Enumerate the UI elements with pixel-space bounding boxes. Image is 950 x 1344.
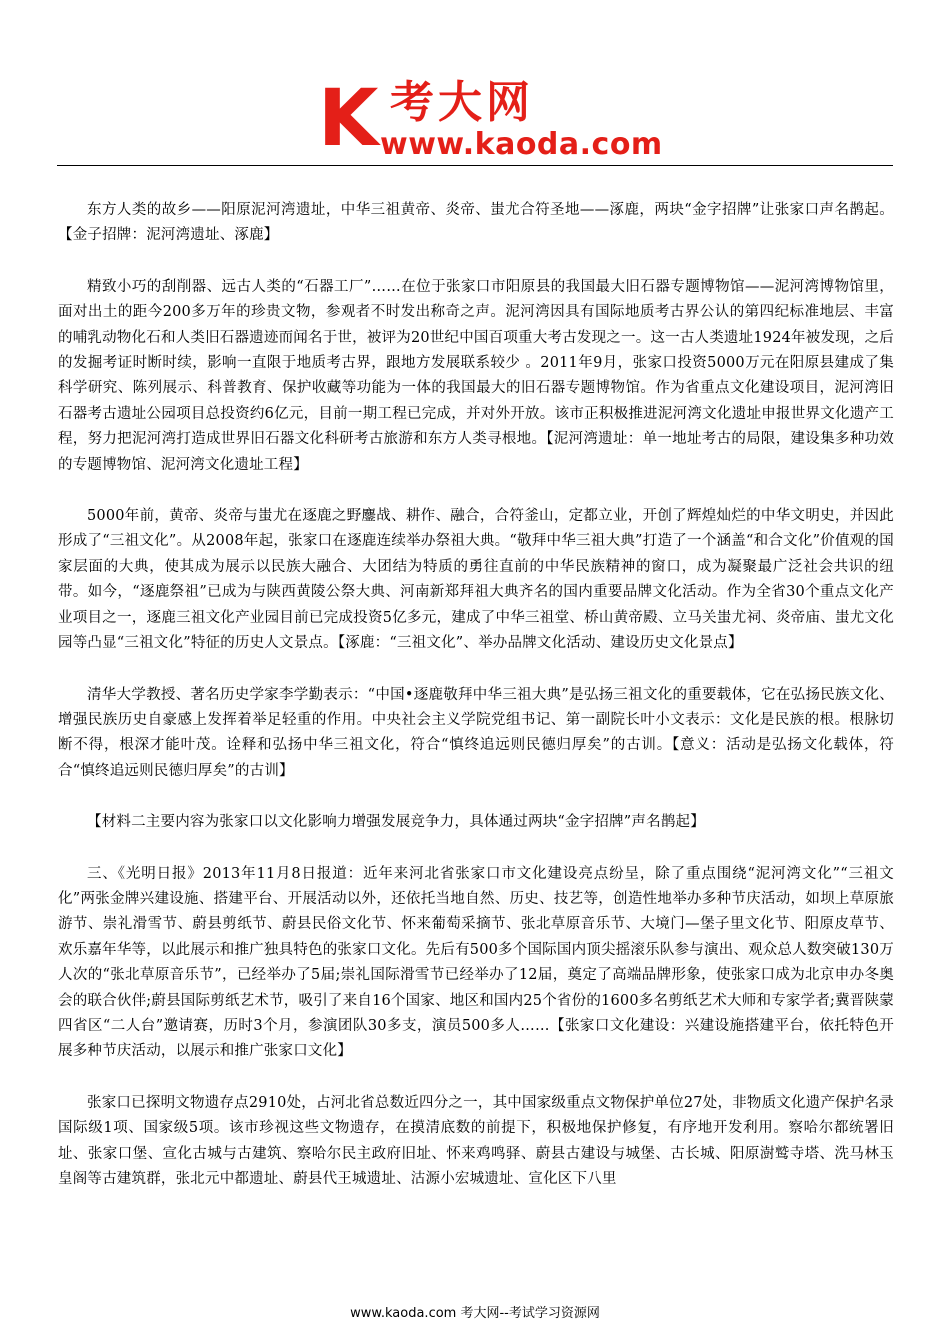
logo-mark: K bbox=[318, 74, 379, 164]
paragraph-7: 张家口已探明文物遗存点2910处，占河北省总数近四分之一，其中国家级重点文物保护单位27处，非物质文化遗产保护名录国际级1项、国家级5项。该市珍视这些文物遗存，在摸清底数的前提下，积极地保护修复，有序地开发利用。察哈尔都统署旧址、张家口堡、宣化古城与古建筑、察哈尔民主政府旧址、怀来鸡鸣驿、蔚县古建设与城堡、古长城、阳原澍鹫寺塔、洗马林玉皇阁等古建筑群，张北元中都遗址、蔚县代王城遗址、沽源小宏城遗址、宣化区下八里 bbox=[58, 1094, 894, 1187]
document-body bbox=[58, 198, 894, 1218]
paragraph-6: 三、《光明日报》2013年11月8日报道：近年来河北省张家口市文化建设亮点纷呈，除了重点围绕“泥河湾文化”“三祖文化”两张金牌兴建设施、搭建平台、开展活动以外，还依托当地自然、历史、技艺等，创造性地举办多种节庆活动，如坝上草原旅游节、崇礼滑雪节、蔚县剪纸节、蔚县民俗文化节、怀来葡萄采摘节、张北草原音乐节、大境门—堡子里文化节、阳原皮草节、欢乐嘉年华等，以此展示和推广独具特色的张家口文化。先后有500多个国际国内顶尖摇滚乐队参与演出、观众总人数突破130万人次的“张北草原音乐节”，已经举办了5届;崇礼国际滑雪节已经举办了12届，奠定了高端品牌形象，使张家口成为北京申办冬奥会的联合伙伴;蔚县国际剪纸艺术节，吸引了来自16个国家、地区和国内25个省份的1600多名剪纸艺术大师和专家学者;冀晋陕蒙四省区“二人台”邀请赛，历时3个月，参演团队30多支，演员500多人……【张家口文化建设：兴建设施搭建平台，依托特色开展多种节庆活动，以展示和推广张家口文化】 bbox=[58, 865, 894, 1060]
logo-url: www.kaoda.com bbox=[380, 127, 663, 162]
paragraph-2: 精致小巧的刮削器、远古人类的“石器工厂”……在位于张家口市阳原县的我国最大旧石器专题博物馆——泥河湾博物馆里，面对出土的距今200多万年的珍贵文物，参观者不时发出称奇之声。泥河湾因具有国际地质考古界公认的第四纪标准地层、丰富的哺乳动物化石和人类旧石器遗迹而闻名于世，被评为20世纪中国百项重大考古发现之一。这一古人类遗址1924年被发现，之后的发掘考证时断时续，影响一直限于地质考古界，跟地方发展联系较少 。2011年9月，张家口投资5000万元在阳原县建成了集科学研究、陈列展示、科普教育、保护收藏等功能为一体的我国最大的旧石器专题博物馆。作为省重点文化建设项目，泥河湾旧石器考古遗址公园项目总投资约6亿元，目前一期工程已完成，并对外开放。该市正积极推进泥河湾文化遗址申报世界文化遗产工程，努力把泥河湾打造成世界旧石器文化科研考古旅游和东方人类寻根地。【泥河湾遗址：单一地址考古的局限，建设集多种功效的专题博物馆、泥河湾文化遗址工程】 bbox=[58, 278, 894, 473]
kaoda-logo[interactable] bbox=[318, 74, 663, 164]
page-footer: www.kaoda.com 考大网--考试学习资源网 bbox=[350, 1306, 600, 1321]
paragraph-5-summary: 【材料二主要内容为张家口以文化影响力增强发展竞争力，具体通过两块“金字招牌”声名鹊起】 bbox=[87, 814, 705, 831]
header-divider bbox=[57, 165, 893, 166]
paragraph-1: 东方人类的故乡——阳原泥河湾遗址，中华三祖黄帝、炎帝、蚩尤合符圣地——涿鹿，两块“金字招牌”让张家口声名鹊起。【金子招牌：泥河湾遗址、涿鹿】 bbox=[58, 202, 894, 244]
paragraph-4: 清华大学教授、著名历史学家李学勤表示：“中国•逐鹿敬拜中华三祖大典”是弘扬三祖文化的重要载体，它在弘扬民族文化、增强民族历史自豪感上发挥着举足轻重的作用。中央社会主义学院党组书记、第一副院长叶小文表示：文化是民族的根。根脉切断不得，根深才能叶茂。诠释和弘扬中华三祖文化，符合“慎终追远则民德归厚矣”的古训。【意义：活动是弘扬文化载体，符合“慎终追远则民德归厚矣”的古训】 bbox=[58, 686, 894, 779]
paragraph-3: 5000年前，黄帝、炎帝与蚩尤在逐鹿之野鏖战、耕作、融合，合符釜山，定都立业，开创了辉煌灿烂的中华文明史，并因此形成了“三祖文化”。从2008年起，张家口在逐鹿连续举办祭祖大典。“敬拜中华三祖大典”打造了一个涵盖“和合文化”价值观的国家层面的大典，使其成为展示以民族大融合、大团结为特质的勇往直前的中华民族精神的窗口，成为凝聚最广泛社会共识的纽带。如今，“逐鹿祭祖”已成为与陕西黄陵公祭大典、河南新郑拜祖大典齐名的国内重要品牌文化活动。作为全省30个重点文化产业项目之一，逐鹿三祖文化产业园目前已完成投资5亿多元，建成了中华三祖堂、桥山黄帝殿、立马关蚩尤祠、炎帝庙、蚩尤文化园等凸显“三祖文化”特征的历史人文景点。【涿鹿：“三祖文化”、举办品牌文化活动、建设历史文化景点】 bbox=[58, 508, 894, 652]
page-header bbox=[0, 0, 950, 168]
logo-text: 考大网 bbox=[390, 77, 534, 128]
